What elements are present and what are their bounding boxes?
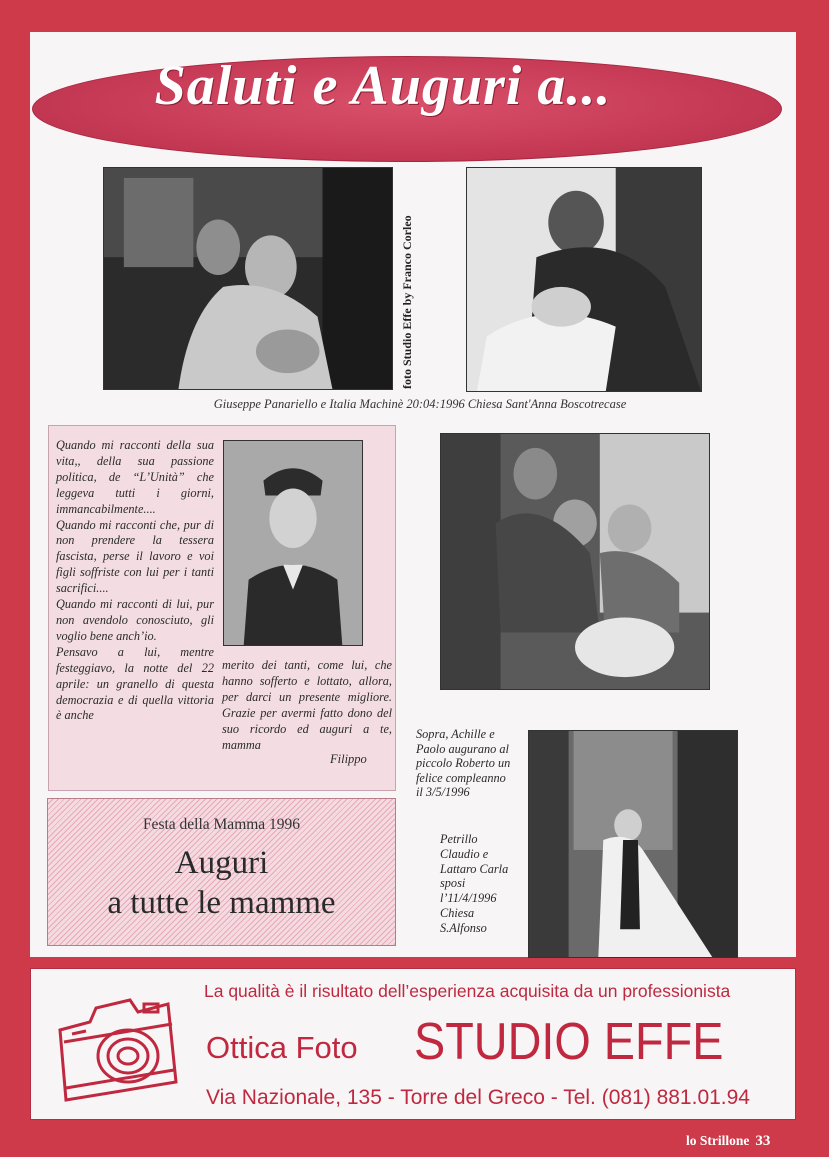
mothers-day-heading: Festa della Mamma 1996: [142, 816, 301, 833]
wedding-caption: Giuseppe Panariello e Italia Machinè 20:04:1996 Chiesa Sant'Anna Boscotrecase: [213, 397, 627, 411]
ad-tagline: La qualità è il risultato dell’esperienza acquisita da un professionista: [204, 981, 731, 1001]
ad-business-prefix: Ottica Foto: [206, 1030, 358, 1065]
letter-text-column-1: Quando mi racconti della sua vita,, della sua passione politica, de “L’Unità” che leggeva tutti i giorni, immancabilmente.... Quando mi racconti che, pur di non prendere la tessera fascista, perse il lavoro e voi figli soffriste con lui per i tanti sacrifici.... Quando mi racconti di lui, pur non avendolo conosciuto, gli voglio bene anch’io. Pensavo a lui, mentre festeggiavo, la notte del 22 aprile: un granello di questa democrazia e di quella vittoria è anche: [56, 438, 214, 723]
birthday-photo: [440, 433, 710, 690]
portrait-photo: [223, 440, 363, 646]
letter-text-column-2: merito dei tanti, come lui, che hanno sofferto e lottato, allora, per darci un presente migliore. Grazie per avermi fatto dono del suo ricordo ed auguri a te, mamma: [222, 658, 392, 752]
ad-address: Via Nazionale, 135 - Torre del Greco - Tel. (081) 881.01.94: [206, 1086, 750, 1109]
ad-business-name: STUDIO EFFE: [414, 1013, 724, 1071]
wedding-photo-left: [103, 167, 393, 390]
birthday-caption: Sopra, Achille e Paolo augurano al piccolo Roberto un felice compleanno il 3/5/1996: [416, 727, 511, 800]
photo-credit: foto Studio Effe by Franco Corleo: [400, 215, 414, 389]
greeting-line-1: Auguri: [174, 845, 269, 881]
wedding-2-caption: Petrillo Claudio e Lattaro Carla sposi l’11/4/1996 Chiesa S.Alfonso: [440, 832, 509, 935]
wedding-photo-2: [528, 730, 738, 958]
publication-name: lo Strillone: [686, 1133, 750, 1148]
greeting-line-2: a tutte le mamme: [107, 885, 336, 921]
wedding-photo-right: [466, 167, 702, 392]
page-number: 33: [755, 1133, 771, 1149]
page-title: Saluti e Auguri a...: [154, 55, 612, 117]
camera-icon: [52, 990, 182, 1112]
mothers-day-greeting: [47, 843, 396, 923]
letter-signature: Filippo: [330, 752, 367, 766]
page-footer: [686, 1133, 770, 1150]
